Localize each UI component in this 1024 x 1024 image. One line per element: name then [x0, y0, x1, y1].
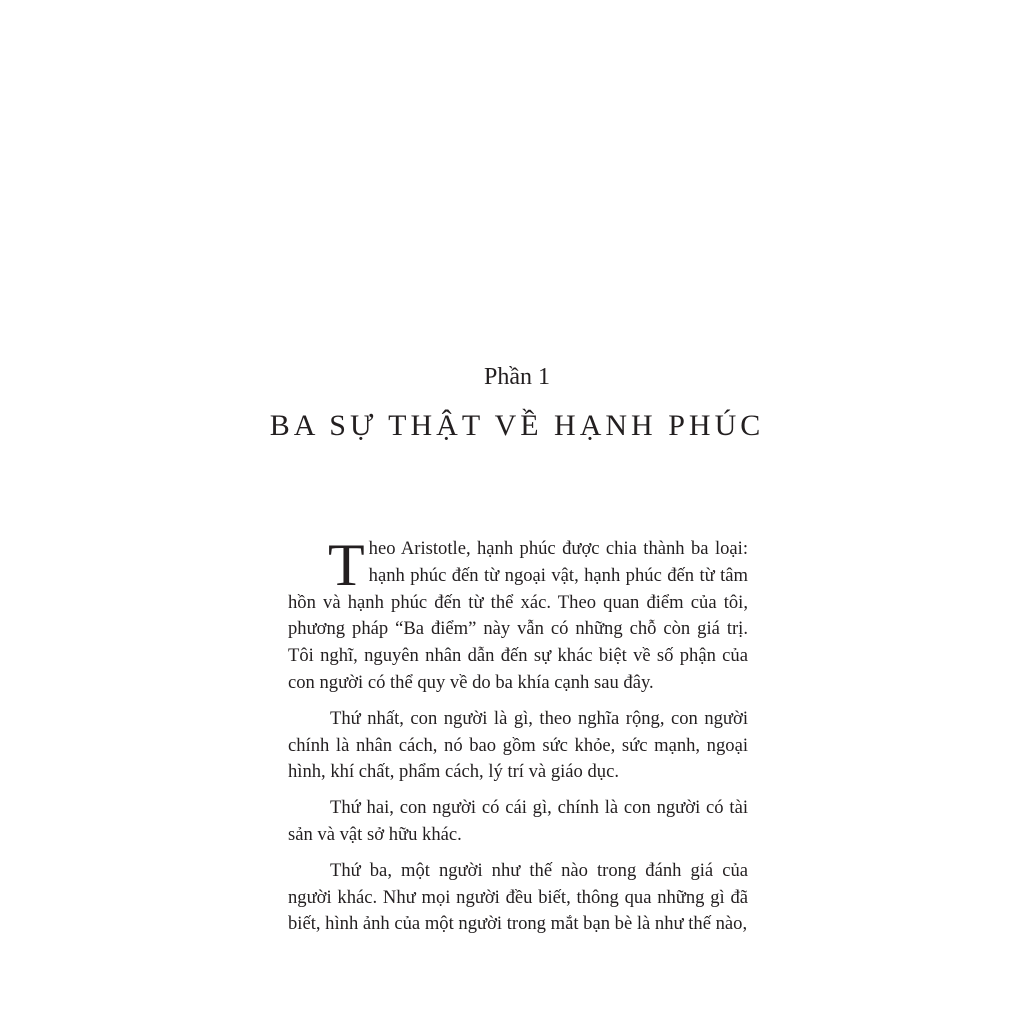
paragraph-4: Thứ ba, một người như thế nào trong đánh giá của người khác. Như mọi người đều biết, thông qua những gì đã biết, hình ảnh của một người trong mắt bạn bè là như thế nào,	[288, 859, 748, 935]
part-title: BA SỰ THẬT VỀ HẠNH PHÚC	[269, 409, 765, 442]
paragraph-3: Thứ hai, con người có cái gì, chính là con người có tài sản và vật sở hữu khác.	[288, 797, 748, 845]
body-text	[288, 532, 748, 947]
part-label: Phần 1	[484, 364, 550, 390]
paragraph-1-text: heo Aristotle, hạnh phúc được chia thành ba loại: hạnh phúc đến từ ngoại vật, hạnh phúc đến từ tâm hồn và hạnh phúc đến từ thể xác. Theo quan điểm của tôi, phương pháp “Ba điểm” này vẫn có những chỗ còn giá trị. Tôi nghĩ, nguyên nhân dẫn đến sự khác biệt về số phận của con người có thể quy về do ba khía cạnh sau đây.	[288, 538, 748, 693]
paragraph-2: Thứ nhất, con người là gì, theo nghĩa rộng, con người chính là nhân cách, nó bao gồm sức khỏe, sức mạnh, ngoại hình, khí chất, phẩm cách, lý trí và giáo dục.	[288, 707, 748, 783]
drop-cap: T	[328, 532, 365, 598]
paragraph-1	[288, 532, 748, 697]
